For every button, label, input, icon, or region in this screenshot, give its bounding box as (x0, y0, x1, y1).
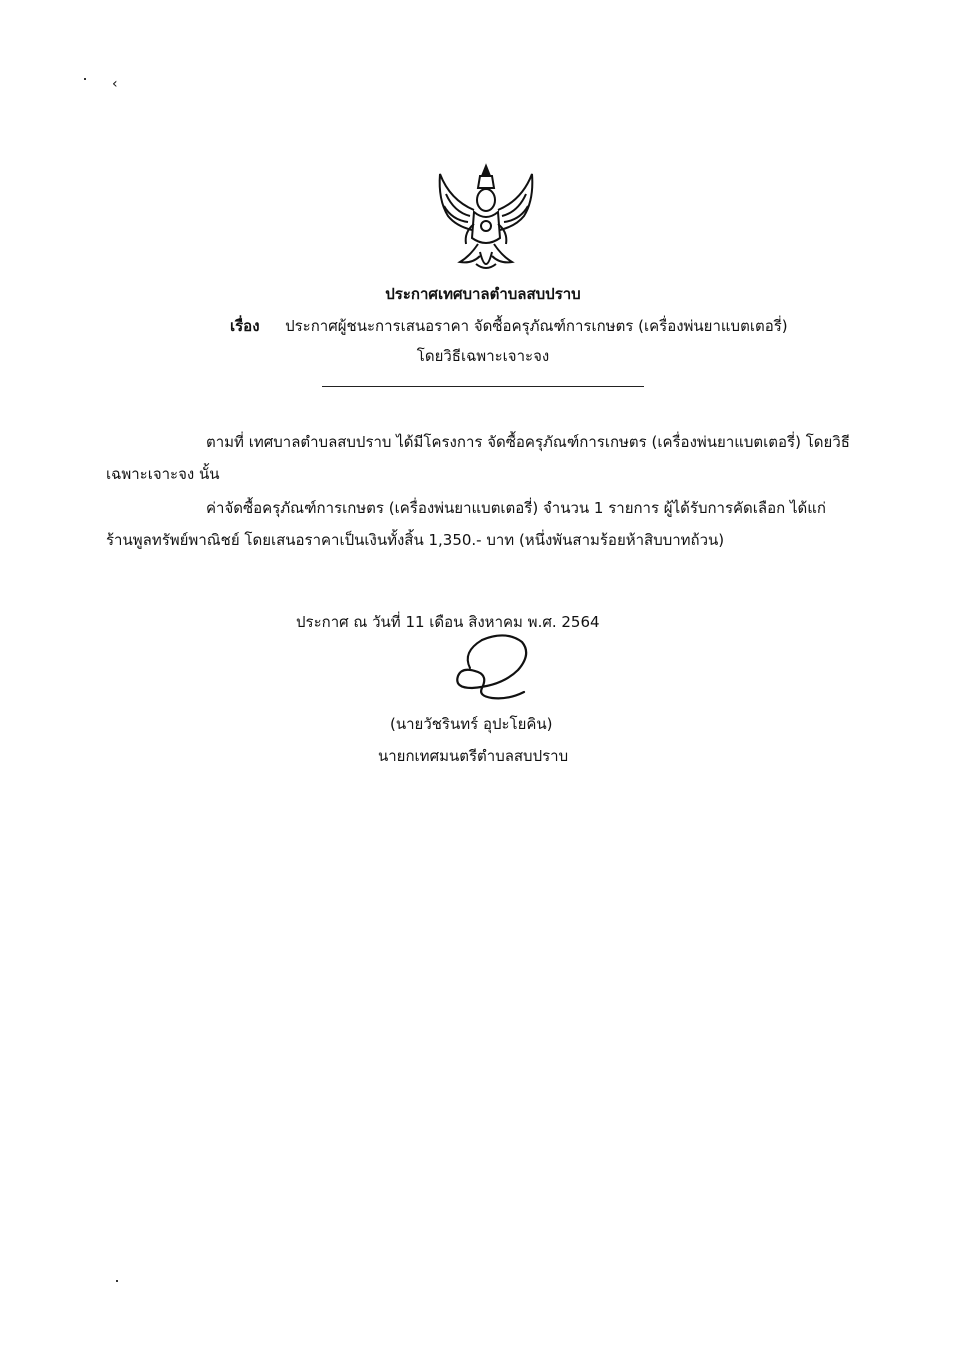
paragraph-2-line-1: ค่าจัดซื้อครุภัณฑ์การเกษตร (เครื่องพ่นยาแบตเตอรี่) จำนวน 1 รายการ ผู้ได้รับการคัดเลือก ได้แก่ (206, 499, 827, 517)
procurement-method: โดยวิธีเฉพาะเจาะจง (416, 347, 550, 365)
signatory-position: นายกเทศมนตรีตำบลสบปราบ (378, 747, 569, 765)
heading-divider (322, 386, 644, 387)
issuer-title: ประกาศเทศบาลตำบลสบปราบ (385, 285, 581, 303)
corner-mark: ‹ (112, 76, 118, 92)
handwritten-signature (448, 632, 534, 702)
subject-label: เรื่อง (230, 317, 260, 335)
subject-text: ประกาศผู้ชนะการเสนอราคา จัดซื้อครุภัณฑ์การเกษตร (เครื่องพ่นยาแบตเตอรี่) (285, 317, 788, 335)
garuda-emblem-icon (430, 160, 542, 280)
paragraph-1-line-2: เฉพาะเจาะจง นั้น (106, 465, 220, 483)
paragraph-2-line-2: ร้านพูลทรัพย์พาณิชย์ โดยเสนอราคาเป็นเงินทั้งสิ้น 1,350.- บาท (หนึ่งพันสามร้อยห้าสิบบาทถ้วน) (106, 531, 725, 549)
signatory-name: (นายวัชรินทร์ อุปะโยคิน) (390, 715, 553, 733)
paragraph-1-line-1: ตามที่ เทศบาลตำบลสบปราบ ได้มีโครงการ จัดซื้อครุภัณฑ์การเกษตร (เครื่องพ่นยาแบตเตอรี่) โดยวิธี (206, 433, 850, 451)
scan-speck (84, 78, 86, 80)
announcement-date: ประกาศ ณ วันที่ 11 เดือน สิงหาคม พ.ศ. 2564 (296, 613, 600, 631)
scan-speck (116, 1280, 118, 1282)
subject-line (230, 316, 788, 336)
